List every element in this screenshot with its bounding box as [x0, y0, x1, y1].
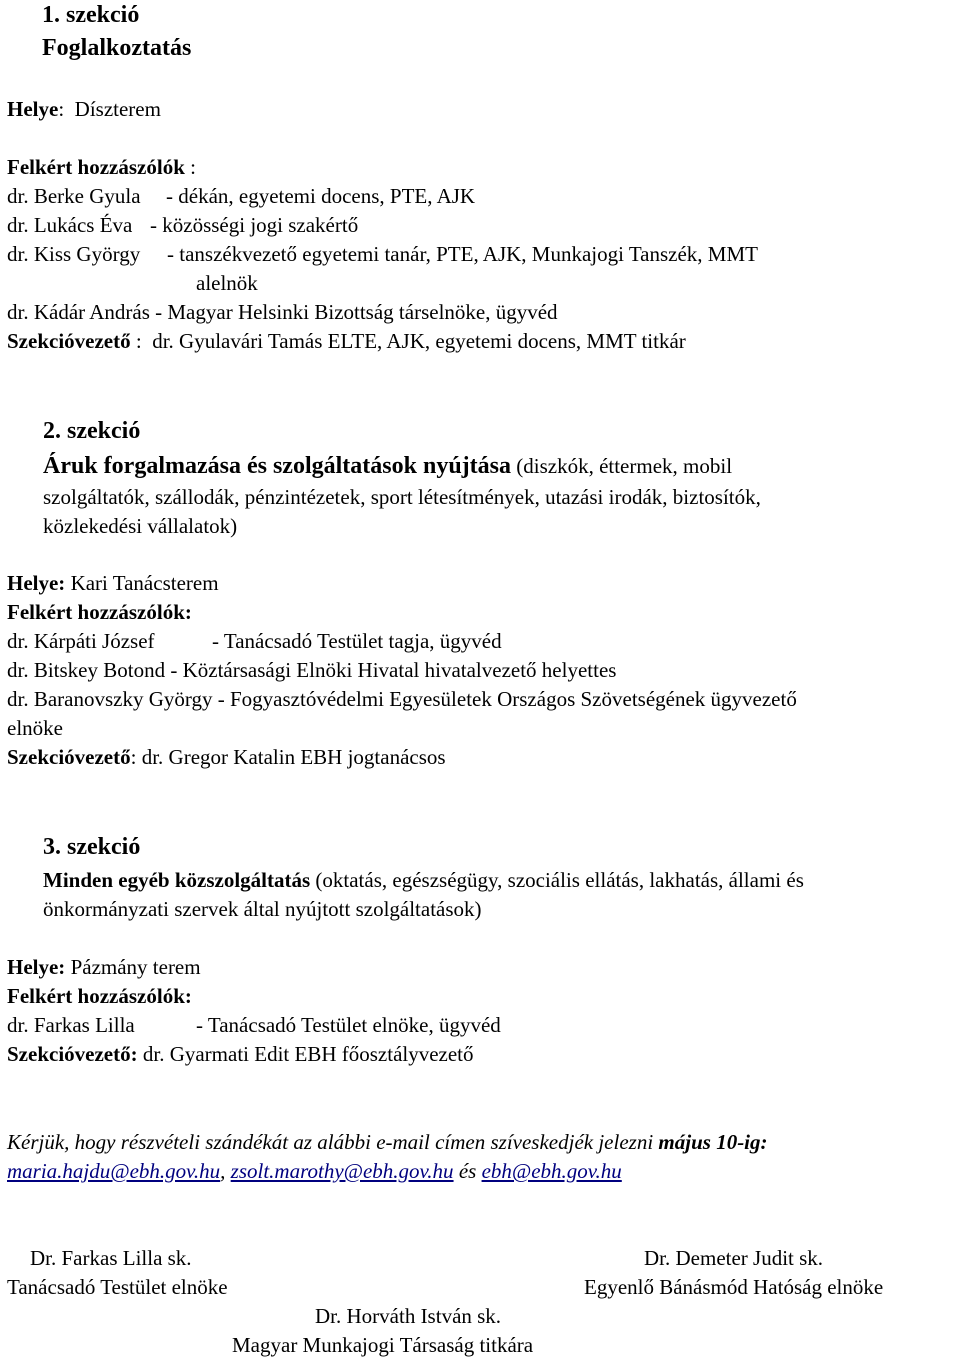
- speaker-name: dr. Kárpáti József: [7, 629, 155, 653]
- notice-deadline: május 10-ig:: [658, 1130, 768, 1154]
- speaker-row: [7, 685, 797, 714]
- place-value: Díszterem: [74, 97, 161, 121]
- place-value: Pázmány terem: [70, 955, 201, 979]
- speaker-role: - Köztársasági Elnöki Hivatal hivatalvezető helyettes: [170, 658, 617, 682]
- notice-and: és: [458, 1159, 477, 1183]
- place-label: Helye: [7, 97, 59, 121]
- section-1-number: 1. szekció: [42, 2, 140, 28]
- speaker-name: dr. Baranovszky György: [7, 687, 213, 711]
- email-link[interactable]: zsolt.marothy@ebh.gov.hu: [230, 1159, 454, 1183]
- section-3-speakers-label: Felkért hozzászólók:: [7, 984, 192, 1008]
- signature-title: Magyar Munkajogi Társaság titkára: [232, 1333, 534, 1357]
- section-3-title: Minden egyéb közszolgáltatás: [43, 868, 311, 892]
- notice-emails: maria.hajdu@ebh.gov.hu, zsolt.marothy@ebh.gov.hu és ebh@ebh.gov.hu: [7, 1159, 622, 1183]
- section-2-number: 2. szekció: [43, 418, 141, 444]
- place-label: Helye:: [7, 571, 66, 595]
- chair-value: dr. Gyulavári Tamás ELTE, AJK, egyetemi docens, MMT titkár: [152, 329, 686, 353]
- speaker-row: [7, 627, 502, 656]
- section-3-number: 3. szekció: [43, 834, 141, 860]
- speaker-row: [7, 1011, 501, 1040]
- section-1-speakers-label: Felkért hozzászólók :: [7, 155, 196, 179]
- email-link[interactable]: maria.hajdu@ebh.gov.hu: [7, 1159, 221, 1183]
- speaker-role: - közösségi jogi szakértő: [150, 213, 359, 237]
- section-2-chair: Szekcióvezető: dr. Gregor Katalin EBH jogtanácsos: [7, 745, 446, 769]
- email-link[interactable]: ebh@ebh.gov.hu: [481, 1159, 622, 1183]
- section-2-title-line: [43, 452, 732, 481]
- section-3-chair: [7, 1040, 474, 1069]
- speaker-row: [7, 656, 616, 685]
- section-3-description: önkormányzati szervek által nyújtott szolgáltatások): [43, 897, 482, 921]
- chair-label: Szekcióvezető:: [7, 1042, 138, 1066]
- speaker-role: - Tanácsadó Testület elnöke, ügyvéd: [196, 1013, 501, 1037]
- chair-value: dr. Gyarmati Edit EBH főosztályvezető: [142, 1042, 474, 1066]
- speaker-name: dr. Kádár András: [7, 300, 150, 324]
- notice-text: Kérjük, hogy részvételi szándékát az alábbi e-mail címen szíveskedjék jelezni: [7, 1130, 654, 1154]
- section-2-description: közlekedési vállalatok): [43, 514, 238, 538]
- place-value: Kari Tanácsterem: [70, 571, 219, 595]
- section-3-title-line: [43, 866, 804, 895]
- section-2-description: (diszkók, éttermek, mobil: [516, 454, 733, 478]
- signature-name: Dr. Horváth István sk.: [315, 1304, 502, 1328]
- speaker-name: dr. Bitskey Botond: [7, 658, 166, 682]
- section-2-description: szolgáltatók, szállodák, pénzintézetek, sport létesítmények, utazási irodák, biztosítók,: [43, 485, 761, 509]
- signature-name: Dr. Demeter Judit sk.: [644, 1246, 824, 1270]
- speaker-row: [7, 240, 758, 269]
- section-3-place: [7, 953, 201, 982]
- speaker-row: [7, 182, 475, 211]
- speaker-name: dr. Kiss György: [7, 242, 141, 266]
- section-2-place: [7, 569, 219, 598]
- speaker-role: - Fogyasztóvédelmi Egyesületek Országos Szövetségének ügyvezető: [217, 687, 797, 711]
- speaker-role: - Tanácsadó Testület tagja, ügyvéd: [212, 629, 502, 653]
- speaker-row: [7, 211, 358, 240]
- section-1-place: Helye: Díszterem: [7, 97, 161, 121]
- section-3-description: (oktatás, egészségügy, szociális ellátás, lakhatás, állami és: [315, 868, 804, 892]
- signature-title: Egyenlő Bánásmód Hatóság elnöke: [584, 1275, 884, 1299]
- section-1-title: Foglalkoztatás: [42, 35, 192, 61]
- chair-label: Szekcióvezető: [7, 329, 131, 353]
- section-2-speakers-label: Felkért hozzászólók:: [7, 600, 192, 624]
- speaker-name: dr. Berke Gyula: [7, 184, 141, 208]
- speaker-name: dr. Lukács Éva: [7, 213, 133, 237]
- section-1-chair: Szekcióvezető : dr. Gyulavári Tamás ELTE, AJK, egyetemi docens, MMT titkár: [7, 329, 686, 353]
- speaker-role-continued: elnöke: [7, 716, 63, 740]
- section-2-title: Áruk forgalmazása és szolgáltatások nyújtása: [43, 453, 511, 479]
- speaker-role: - tanszékvezető egyetemi tanár, PTE, AJK, Munkajogi Tanszék, MMT: [167, 242, 758, 266]
- speaker-role-continued: alelnök: [196, 271, 258, 295]
- registration-notice: [7, 1128, 768, 1157]
- speaker-role: - dékán, egyetemi docens, PTE, AJK: [166, 184, 476, 208]
- speaker-row: [7, 298, 558, 327]
- signature-title: Tanácsadó Testület elnöke: [7, 1275, 228, 1299]
- chair-label: Szekcióvezető: [7, 745, 131, 769]
- place-label: Helye:: [7, 955, 66, 979]
- speaker-role: - Magyar Helsinki Bizottság társelnöke, ügyvéd: [155, 300, 558, 324]
- speaker-name: dr. Farkas Lilla: [7, 1013, 135, 1037]
- chair-value: dr. Gregor Katalin EBH jogtanácsos: [141, 745, 446, 769]
- signature-name: Dr. Farkas Lilla sk.: [30, 1246, 192, 1270]
